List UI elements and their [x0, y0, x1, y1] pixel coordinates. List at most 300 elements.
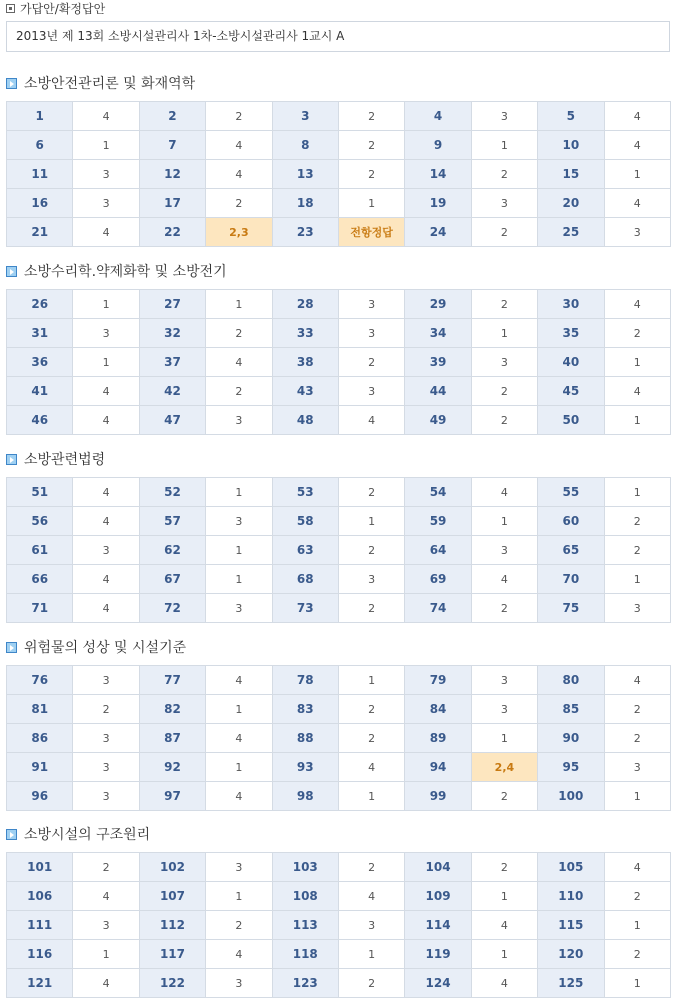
- section-title-label: 소방수리학.약제화학 및 소방전기: [24, 264, 227, 280]
- answer-cell: 2: [471, 406, 537, 435]
- arrow-bullet-icon: [6, 829, 17, 840]
- answer-cell: 4: [206, 940, 272, 969]
- question-number: 21: [7, 218, 73, 247]
- answer-cell: 2: [73, 853, 139, 882]
- question-number: 26: [7, 290, 73, 319]
- question-number: 77: [139, 666, 205, 695]
- question-number: 101: [7, 853, 73, 882]
- question-number: 66: [7, 565, 73, 594]
- answer-cell: 1: [338, 189, 404, 218]
- question-number: 18: [272, 189, 338, 218]
- question-number: 74: [405, 594, 471, 623]
- answer-cell: 2: [604, 940, 670, 969]
- answer-cell-highlighted: 전항정답: [338, 218, 404, 247]
- question-number: 73: [272, 594, 338, 623]
- answer-cell: 4: [206, 131, 272, 160]
- answer-cell: 3: [73, 911, 139, 940]
- question-number: 122: [139, 969, 205, 998]
- answer-cell: 1: [338, 507, 404, 536]
- answer-cell: 3: [338, 377, 404, 406]
- question-number: 4: [405, 102, 471, 131]
- answer-cell: 2: [338, 594, 404, 623]
- answer-cell: 3: [604, 594, 670, 623]
- table-row: [7, 348, 671, 377]
- question-number: 55: [538, 478, 604, 507]
- question-number: 119: [405, 940, 471, 969]
- question-number: 80: [538, 666, 604, 695]
- question-number: 53: [272, 478, 338, 507]
- answer-cell: 4: [338, 753, 404, 782]
- section-title-label: 소방시설의 구조원리: [24, 827, 151, 843]
- question-number: 67: [139, 565, 205, 594]
- question-number: 117: [139, 940, 205, 969]
- answer-cell: 1: [73, 131, 139, 160]
- table-row: [7, 102, 671, 131]
- answer-cell: 1: [604, 348, 670, 377]
- answer-table: [6, 852, 671, 998]
- answer-cell: 3: [471, 348, 537, 377]
- question-number: 62: [139, 536, 205, 565]
- question-number: 106: [7, 882, 73, 911]
- answer-cell: 4: [604, 377, 670, 406]
- question-number: 92: [139, 753, 205, 782]
- answer-cell: 1: [73, 290, 139, 319]
- question-number: 75: [538, 594, 604, 623]
- answer-cell: 4: [73, 377, 139, 406]
- table-row: [7, 218, 671, 247]
- table-row: [7, 666, 671, 695]
- question-number: 115: [538, 911, 604, 940]
- question-number: 50: [538, 406, 604, 435]
- question-number: 82: [139, 695, 205, 724]
- answer-cell: 4: [471, 969, 537, 998]
- answer-cell: 4: [73, 102, 139, 131]
- question-number: 60: [538, 507, 604, 536]
- answer-cell: 1: [338, 782, 404, 811]
- question-number: 42: [139, 377, 205, 406]
- answer-cell: 1: [604, 911, 670, 940]
- answer-cell: 1: [338, 666, 404, 695]
- answer-cell: 4: [206, 348, 272, 377]
- answer-cell: 2: [338, 536, 404, 565]
- question-number: 79: [405, 666, 471, 695]
- table-row: [7, 131, 671, 160]
- table-row: [7, 969, 671, 998]
- table-row: [7, 782, 671, 811]
- answer-cell: 2: [471, 594, 537, 623]
- answer-cell: 2: [338, 969, 404, 998]
- table-row: [7, 695, 671, 724]
- question-number: 30: [538, 290, 604, 319]
- question-number: 16: [7, 189, 73, 218]
- answer-cell: 3: [206, 969, 272, 998]
- question-number: 124: [405, 969, 471, 998]
- table-row: [7, 724, 671, 753]
- question-number: 105: [538, 853, 604, 882]
- answer-cell: 2: [604, 507, 670, 536]
- question-number: 28: [272, 290, 338, 319]
- table-row: [7, 160, 671, 189]
- question-number: 102: [139, 853, 205, 882]
- answer-cell: 4: [338, 406, 404, 435]
- answer-cell: 4: [73, 507, 139, 536]
- answer-cell: 3: [338, 565, 404, 594]
- question-number: 123: [272, 969, 338, 998]
- answer-cell: 1: [471, 319, 537, 348]
- question-number: 29: [405, 290, 471, 319]
- answer-cell: 1: [471, 724, 537, 753]
- question-number: 44: [405, 377, 471, 406]
- table-row: [7, 753, 671, 782]
- table-row: [7, 189, 671, 218]
- question-number: 58: [272, 507, 338, 536]
- answer-cell: 3: [338, 911, 404, 940]
- answer-cell: 2: [471, 160, 537, 189]
- exam-name-box: [6, 21, 670, 52]
- question-number: 109: [405, 882, 471, 911]
- answer-cell: 3: [73, 536, 139, 565]
- question-number: 48: [272, 406, 338, 435]
- question-number: 116: [7, 940, 73, 969]
- answer-cell: 1: [604, 782, 670, 811]
- exam-name: 2013년 제 13회 소방시설관리사 1차-소방시설관리사 1교시 A: [16, 29, 345, 43]
- question-number: 68: [272, 565, 338, 594]
- answer-cell: 1: [206, 478, 272, 507]
- question-number: 9: [405, 131, 471, 160]
- table-row: [7, 507, 671, 536]
- answer-cell: 4: [73, 882, 139, 911]
- question-number: 70: [538, 565, 604, 594]
- answer-cell: 4: [604, 290, 670, 319]
- answer-cell: 4: [73, 565, 139, 594]
- question-number: 83: [272, 695, 338, 724]
- question-number: 32: [139, 319, 205, 348]
- question-number: 20: [538, 189, 604, 218]
- answer-cell: 3: [338, 290, 404, 319]
- question-number: 120: [538, 940, 604, 969]
- question-number: 71: [7, 594, 73, 623]
- answer-cell: 2: [73, 695, 139, 724]
- table-row: [7, 594, 671, 623]
- table-row: [7, 319, 671, 348]
- answer-cell: 4: [471, 911, 537, 940]
- section-title: [6, 823, 150, 845]
- question-number: 52: [139, 478, 205, 507]
- answer-cell: 3: [206, 507, 272, 536]
- answer-table: [6, 477, 671, 623]
- answer-cell: 3: [604, 218, 670, 247]
- answer-cell: 4: [604, 102, 670, 131]
- question-number: 69: [405, 565, 471, 594]
- answer-cell: 2: [471, 377, 537, 406]
- question-number: 87: [139, 724, 205, 753]
- section-title: [6, 72, 195, 94]
- answer-table: [6, 101, 671, 247]
- answer-cell: 3: [73, 319, 139, 348]
- question-number: 118: [272, 940, 338, 969]
- answer-cell: 1: [471, 882, 537, 911]
- answer-cell: 2: [338, 724, 404, 753]
- answer-cell: 3: [604, 753, 670, 782]
- answer-cell: 1: [604, 406, 670, 435]
- answer-cell: 2: [604, 536, 670, 565]
- question-number: 15: [538, 160, 604, 189]
- question-number: 59: [405, 507, 471, 536]
- answer-cell: 1: [471, 507, 537, 536]
- answer-cell: 1: [206, 753, 272, 782]
- answer-cell: 1: [604, 969, 670, 998]
- question-number: 34: [405, 319, 471, 348]
- answer-cell: 2: [206, 377, 272, 406]
- answer-cell: 4: [604, 853, 670, 882]
- answer-cell-highlighted: 2,3: [206, 218, 272, 247]
- answer-cell: 2: [338, 131, 404, 160]
- question-number: 43: [272, 377, 338, 406]
- answer-cell: 4: [604, 131, 670, 160]
- answer-cell: 4: [338, 882, 404, 911]
- question-number: 57: [139, 507, 205, 536]
- question-number: 23: [272, 218, 338, 247]
- section-title: [6, 448, 105, 470]
- answer-cell: 3: [338, 319, 404, 348]
- answer-cell: 2: [338, 478, 404, 507]
- answer-cell: 2: [604, 319, 670, 348]
- answer-cell: 2: [471, 218, 537, 247]
- question-number: 86: [7, 724, 73, 753]
- question-number: 12: [139, 160, 205, 189]
- answer-cell: 4: [206, 724, 272, 753]
- question-number: 37: [139, 348, 205, 377]
- question-number: 24: [405, 218, 471, 247]
- question-number: 84: [405, 695, 471, 724]
- answer-cell: 4: [206, 666, 272, 695]
- question-number: 114: [405, 911, 471, 940]
- question-number: 96: [7, 782, 73, 811]
- section-title-label: 소방안전관리론 및 화재역학: [24, 76, 196, 92]
- answer-table: [6, 289, 671, 435]
- question-number: 108: [272, 882, 338, 911]
- answer-cell-highlighted: 2,4: [471, 753, 537, 782]
- table-row: [7, 882, 671, 911]
- question-number: 85: [538, 695, 604, 724]
- question-number: 110: [538, 882, 604, 911]
- question-number: 36: [7, 348, 73, 377]
- answer-cell: 3: [73, 753, 139, 782]
- question-number: 13: [272, 160, 338, 189]
- question-number: 112: [139, 911, 205, 940]
- question-number: 99: [405, 782, 471, 811]
- answer-cell: 4: [604, 189, 670, 218]
- table-row: [7, 911, 671, 940]
- answer-cell: 2: [471, 782, 537, 811]
- answer-cell: 4: [471, 565, 537, 594]
- question-number: 51: [7, 478, 73, 507]
- table-row: [7, 853, 671, 882]
- question-number: 100: [538, 782, 604, 811]
- question-number: 47: [139, 406, 205, 435]
- question-number: 72: [139, 594, 205, 623]
- table-row: [7, 290, 671, 319]
- arrow-bullet-icon: [6, 78, 17, 89]
- question-number: 76: [7, 666, 73, 695]
- answer-cell: 1: [604, 160, 670, 189]
- answer-cell: 1: [206, 536, 272, 565]
- table-row: [7, 940, 671, 969]
- table-row: [7, 536, 671, 565]
- section-title: [6, 260, 227, 282]
- question-number: 27: [139, 290, 205, 319]
- question-number: 17: [139, 189, 205, 218]
- question-number: 81: [7, 695, 73, 724]
- question-number: 111: [7, 911, 73, 940]
- question-number: 89: [405, 724, 471, 753]
- question-number: 1: [7, 102, 73, 131]
- answer-cell: 2: [338, 348, 404, 377]
- answer-cell: 1: [604, 478, 670, 507]
- answer-cell: 4: [73, 969, 139, 998]
- answer-cell: 1: [73, 348, 139, 377]
- answer-cell: 3: [471, 189, 537, 218]
- answer-cell: 2: [471, 853, 537, 882]
- answer-cell: 4: [73, 406, 139, 435]
- question-number: 45: [538, 377, 604, 406]
- question-number: 5: [538, 102, 604, 131]
- question-number: 95: [538, 753, 604, 782]
- question-number: 2: [139, 102, 205, 131]
- answer-cell: 1: [206, 695, 272, 724]
- answer-cell: 3: [73, 189, 139, 218]
- question-number: 103: [272, 853, 338, 882]
- answer-cell: 2: [604, 695, 670, 724]
- answer-cell: 4: [73, 594, 139, 623]
- answer-cell: 3: [73, 666, 139, 695]
- arrow-bullet-icon: [6, 454, 17, 465]
- question-number: 94: [405, 753, 471, 782]
- answer-cell: 2: [206, 911, 272, 940]
- answer-cell: 3: [206, 406, 272, 435]
- answer-cell: 2: [338, 102, 404, 131]
- answer-cell: 1: [206, 290, 272, 319]
- question-number: 91: [7, 753, 73, 782]
- question-number: 40: [538, 348, 604, 377]
- answer-cell: 2: [206, 319, 272, 348]
- question-number: 7: [139, 131, 205, 160]
- question-number: 31: [7, 319, 73, 348]
- question-number: 39: [405, 348, 471, 377]
- answer-cell: 3: [471, 102, 537, 131]
- question-number: 35: [538, 319, 604, 348]
- question-number: 3: [272, 102, 338, 131]
- answer-cell: 1: [604, 565, 670, 594]
- answer-cell: 2: [206, 189, 272, 218]
- section-title: [6, 636, 186, 658]
- answer-cell: 1: [206, 882, 272, 911]
- answer-cell: 2: [471, 290, 537, 319]
- question-number: 93: [272, 753, 338, 782]
- question-number: 25: [538, 218, 604, 247]
- answer-cell: 3: [206, 853, 272, 882]
- question-number: 56: [7, 507, 73, 536]
- question-number: 97: [139, 782, 205, 811]
- bullet-square-icon: [6, 4, 15, 13]
- question-number: 38: [272, 348, 338, 377]
- answer-cell: 3: [471, 536, 537, 565]
- question-number: 6: [7, 131, 73, 160]
- question-number: 19: [405, 189, 471, 218]
- answer-cell: 3: [471, 666, 537, 695]
- answer-cell: 4: [471, 478, 537, 507]
- answer-cell: 4: [604, 666, 670, 695]
- table-row: [7, 377, 671, 406]
- answer-cell: 3: [471, 695, 537, 724]
- answer-cell: 1: [471, 940, 537, 969]
- question-number: 64: [405, 536, 471, 565]
- question-number: 54: [405, 478, 471, 507]
- answer-cell: 3: [73, 160, 139, 189]
- answer-cell: 2: [604, 724, 670, 753]
- arrow-bullet-icon: [6, 266, 17, 277]
- question-number: 11: [7, 160, 73, 189]
- answer-cell: 2: [604, 882, 670, 911]
- question-number: 8: [272, 131, 338, 160]
- question-number: 98: [272, 782, 338, 811]
- question-number: 78: [272, 666, 338, 695]
- answer-cell: 4: [73, 478, 139, 507]
- question-number: 10: [538, 131, 604, 160]
- table-row: [7, 406, 671, 435]
- question-number: 61: [7, 536, 73, 565]
- answer-cell: 2: [206, 102, 272, 131]
- question-number: 63: [272, 536, 338, 565]
- question-number: 33: [272, 319, 338, 348]
- section-title-label: 소방관련법령: [24, 452, 106, 468]
- answer-cell: 2: [338, 853, 404, 882]
- table-row: [7, 565, 671, 594]
- table-row: [7, 478, 671, 507]
- question-number: 46: [7, 406, 73, 435]
- page-title: 가답안/확정답안: [20, 1, 106, 16]
- arrow-bullet-icon: [6, 642, 17, 653]
- question-number: 88: [272, 724, 338, 753]
- page-header: [6, 0, 105, 16]
- answer-cell: 1: [338, 940, 404, 969]
- question-number: 113: [272, 911, 338, 940]
- question-number: 121: [7, 969, 73, 998]
- answer-cell: 2: [338, 160, 404, 189]
- question-number: 90: [538, 724, 604, 753]
- answer-cell: 4: [206, 782, 272, 811]
- question-number: 65: [538, 536, 604, 565]
- answer-table: [6, 665, 671, 811]
- answer-cell: 4: [73, 218, 139, 247]
- question-number: 104: [405, 853, 471, 882]
- answer-cell: 3: [73, 724, 139, 753]
- section-title-label: 위험물의 성상 및 시설기준: [24, 640, 187, 656]
- question-number: 49: [405, 406, 471, 435]
- answer-cell: 1: [73, 940, 139, 969]
- question-number: 125: [538, 969, 604, 998]
- answer-cell: 3: [206, 594, 272, 623]
- question-number: 14: [405, 160, 471, 189]
- question-number: 107: [139, 882, 205, 911]
- answer-cell: 1: [471, 131, 537, 160]
- answer-cell: 2: [338, 695, 404, 724]
- question-number: 41: [7, 377, 73, 406]
- answer-cell: 3: [73, 782, 139, 811]
- answer-cell: 4: [206, 160, 272, 189]
- answer-cell: 1: [206, 565, 272, 594]
- question-number: 22: [139, 218, 205, 247]
